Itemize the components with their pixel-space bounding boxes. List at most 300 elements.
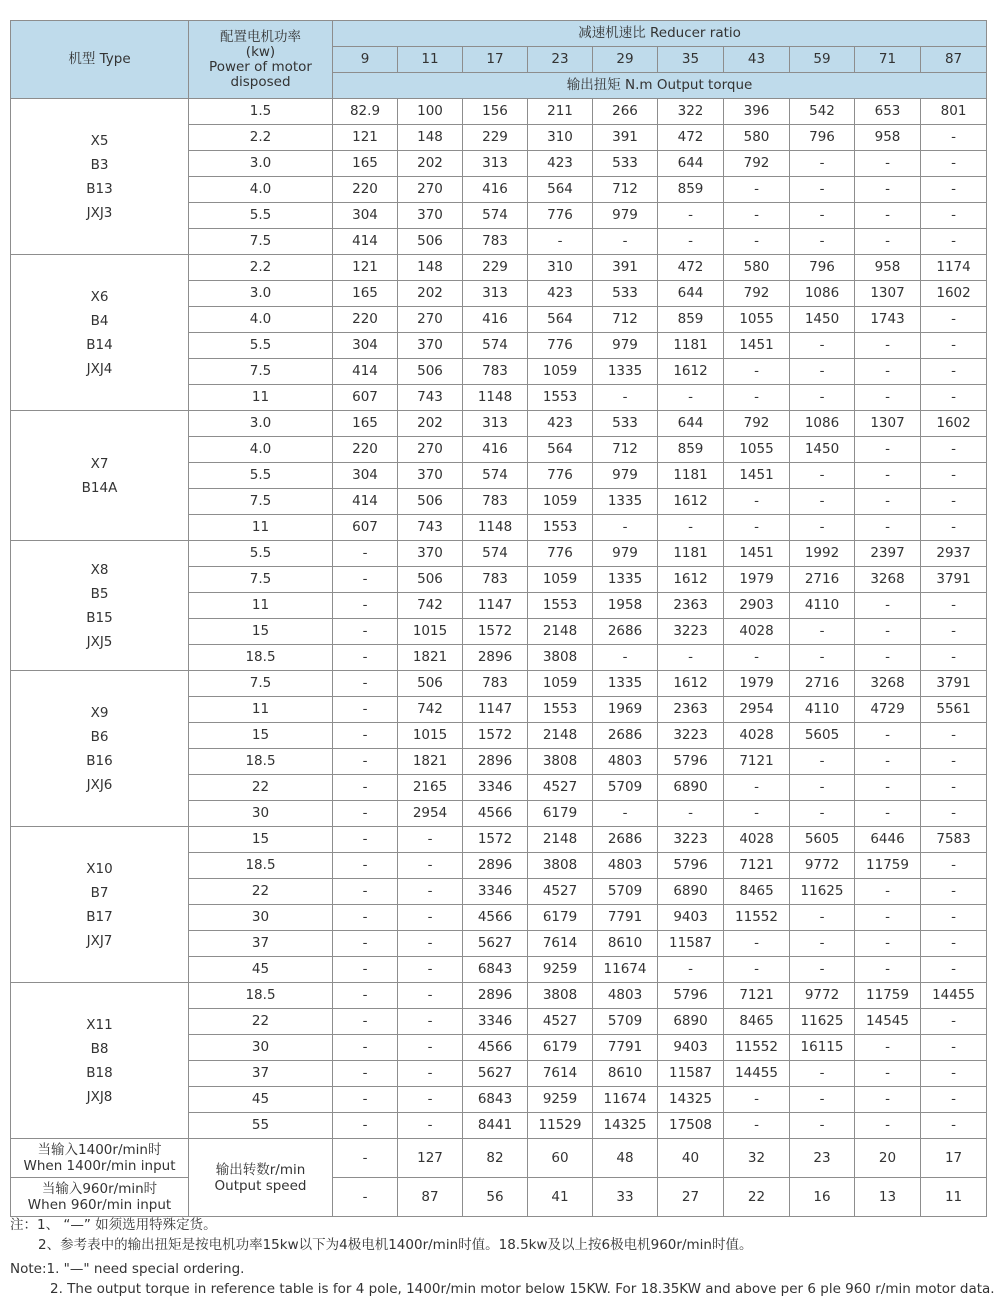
- torque-cell: 783: [463, 567, 528, 593]
- torque-cell: 4527: [528, 879, 593, 905]
- torque-cell: -: [593, 385, 658, 411]
- model-label: X9: [90, 704, 109, 721]
- torque-cell: 506: [398, 229, 463, 255]
- output-speed-en: Output speed: [214, 1177, 307, 1194]
- torque-cell: -: [855, 437, 921, 463]
- ratio-cell: 11: [398, 47, 463, 73]
- output-speed-label: [189, 1139, 333, 1217]
- torque-cell: -: [724, 359, 790, 385]
- torque-cell: -: [724, 801, 790, 827]
- speed-cell: 22: [724, 1178, 790, 1217]
- torque-cell: 5605: [790, 723, 855, 749]
- torque-cell: 1743: [855, 307, 921, 333]
- torque-cell: 2686: [593, 827, 658, 853]
- torque-cell: 2896: [463, 853, 528, 879]
- model-label: B17: [86, 908, 113, 925]
- torque-cell: 391: [593, 255, 658, 281]
- power-cell: 18.5: [189, 983, 333, 1009]
- torque-cell: 1059: [528, 489, 593, 515]
- torque-cell: 859: [658, 437, 724, 463]
- torque-cell: 165: [333, 411, 398, 437]
- power-cell: 5.5: [189, 203, 333, 229]
- torque-cell: -: [333, 671, 398, 697]
- torque-cell: -: [855, 723, 921, 749]
- model-label: B15: [86, 609, 113, 626]
- torque-cell: -: [658, 229, 724, 255]
- torque-cell: 1335: [593, 671, 658, 697]
- torque-cell: 6179: [528, 905, 593, 931]
- torque-cell: 304: [333, 203, 398, 229]
- torque-cell: -: [593, 801, 658, 827]
- torque-cell: -: [921, 151, 987, 177]
- input-speed-en: When 960r/min input: [27, 1197, 172, 1213]
- torque-cell: 322: [658, 99, 724, 125]
- torque-cell: 8465: [724, 1009, 790, 1035]
- torque-cell: 202: [398, 411, 463, 437]
- torque-cell: 1059: [528, 671, 593, 697]
- torque-cell: -: [921, 1009, 987, 1035]
- torque-cell: 4566: [463, 801, 528, 827]
- model-label: B4: [90, 312, 109, 329]
- torque-cell: -: [658, 385, 724, 411]
- torque-cell: -: [790, 905, 855, 931]
- torque-cell: -: [658, 645, 724, 671]
- speed-cell: 87: [398, 1178, 463, 1217]
- torque-cell: 2896: [463, 645, 528, 671]
- note-en-1: Note:1. "—" need special ordering.: [10, 1261, 245, 1277]
- torque-cell: 14455: [724, 1061, 790, 1087]
- torque-cell: 9403: [658, 905, 724, 931]
- torque-cell: 783: [463, 671, 528, 697]
- torque-cell: -: [921, 931, 987, 957]
- torque-cell: 4527: [528, 1009, 593, 1035]
- ratio-cell: 9: [333, 47, 398, 73]
- power-cell: 3.0: [189, 151, 333, 177]
- torque-cell: -: [398, 879, 463, 905]
- torque-cell: -: [921, 463, 987, 489]
- torque-cell: 310: [528, 125, 593, 151]
- torque-cell: 121: [333, 255, 398, 281]
- torque-cell: 3223: [658, 619, 724, 645]
- torque-cell: 1553: [528, 593, 593, 619]
- torque-cell: 783: [463, 229, 528, 255]
- torque-cell: -: [658, 203, 724, 229]
- model-label: B8: [90, 1040, 109, 1057]
- torque-cell: -: [790, 151, 855, 177]
- torque-cell: 4803: [593, 983, 658, 1009]
- torque-cell: 801: [921, 99, 987, 125]
- model-label: JXJ6: [86, 776, 113, 793]
- torque-cell: -: [398, 905, 463, 931]
- model-cell: [11, 671, 189, 827]
- torque-cell: 2954: [398, 801, 463, 827]
- model-label: B6: [90, 728, 109, 745]
- model-label: JXJ8: [86, 1088, 113, 1105]
- torque-cell: 6179: [528, 1035, 593, 1061]
- torque-cell: 1335: [593, 489, 658, 515]
- torque-cell: -: [790, 177, 855, 203]
- power-cell: 5.5: [189, 333, 333, 359]
- power-cell: 11: [189, 515, 333, 541]
- model-label: B3: [90, 156, 109, 173]
- power-cell: 22: [189, 1009, 333, 1035]
- ratio-cell: 23: [528, 47, 593, 73]
- torque-cell: 11587: [658, 931, 724, 957]
- torque-cell: 742: [398, 593, 463, 619]
- power-header-cn: 配置电机功率: [220, 28, 301, 45]
- torque-cell: 14455: [921, 983, 987, 1009]
- torque-cell: -: [398, 931, 463, 957]
- model-label: B13: [86, 180, 113, 197]
- torque-cell: 370: [398, 541, 463, 567]
- speed-row: [11, 1139, 987, 1178]
- power-cell: 7.5: [189, 489, 333, 515]
- torque-cell: 644: [658, 411, 724, 437]
- torque-cell: -: [333, 983, 398, 1009]
- torque-cell: -: [921, 957, 987, 983]
- torque-cell: -: [333, 775, 398, 801]
- torque-cell: -: [333, 567, 398, 593]
- power-cell: 7.5: [189, 359, 333, 385]
- torque-cell: 220: [333, 307, 398, 333]
- ratio-cell: 59: [790, 47, 855, 73]
- torque-cell: 1181: [658, 333, 724, 359]
- torque-cell: 6890: [658, 879, 724, 905]
- torque-cell: 9259: [528, 1087, 593, 1113]
- torque-cell: -: [790, 645, 855, 671]
- torque-cell: -: [855, 749, 921, 775]
- torque-cell: -: [333, 1113, 398, 1139]
- torque-cell: -: [790, 229, 855, 255]
- torque-cell: 148: [398, 255, 463, 281]
- torque-cell: 165: [333, 281, 398, 307]
- torque-cell: -: [855, 177, 921, 203]
- speed-cell: 17: [921, 1139, 987, 1178]
- torque-cell: -: [921, 489, 987, 515]
- torque-cell: -: [790, 359, 855, 385]
- torque-cell: 14545: [855, 1009, 921, 1035]
- torque-cell: -: [398, 1035, 463, 1061]
- torque-cell: 202: [398, 281, 463, 307]
- table-body: [11, 99, 987, 1139]
- torque-cell: 7791: [593, 905, 658, 931]
- torque-cell: -: [855, 1087, 921, 1113]
- input-speed-cn: 当输入1400r/min时: [37, 1142, 162, 1158]
- torque-cell: -: [921, 515, 987, 541]
- torque-cell: 202: [398, 151, 463, 177]
- speed-cell: 127: [398, 1139, 463, 1178]
- torque-cell: 156: [463, 99, 528, 125]
- torque-cell: 776: [528, 541, 593, 567]
- torque-cell: -: [790, 749, 855, 775]
- torque-cell: -: [855, 515, 921, 541]
- torque-cell: 16115: [790, 1035, 855, 1061]
- torque-cell: -: [855, 645, 921, 671]
- torque-cell: 414: [333, 489, 398, 515]
- torque-cell: -: [790, 775, 855, 801]
- torque-cell: 1181: [658, 541, 724, 567]
- power-cell: 18.5: [189, 749, 333, 775]
- torque-cell: 580: [724, 125, 790, 151]
- ratio-cell: 43: [724, 47, 790, 73]
- torque-cell: -: [790, 515, 855, 541]
- model-label: JXJ7: [86, 932, 113, 949]
- torque-cell: 7791: [593, 1035, 658, 1061]
- torque-cell: -: [593, 229, 658, 255]
- power-cell: 2.2: [189, 255, 333, 281]
- torque-cell: 9772: [790, 853, 855, 879]
- torque-cell: 1612: [658, 567, 724, 593]
- torque-cell: -: [724, 203, 790, 229]
- torque-cell: 6843: [463, 957, 528, 983]
- torque-cell: 859: [658, 177, 724, 203]
- model-label: B18: [86, 1064, 113, 1081]
- torque-cell: 270: [398, 177, 463, 203]
- power-cell: 37: [189, 1061, 333, 1087]
- torque-cell: 4566: [463, 905, 528, 931]
- torque-cell: -: [333, 749, 398, 775]
- torque-cell: 580: [724, 255, 790, 281]
- power-cell: 15: [189, 827, 333, 853]
- model-label: B14A: [81, 479, 118, 496]
- torque-cell: 5796: [658, 983, 724, 1009]
- torque-cell: 11674: [593, 1087, 658, 1113]
- torque-cell: -: [333, 697, 398, 723]
- torque-cell: -: [855, 801, 921, 827]
- torque-cell: -: [790, 385, 855, 411]
- torque-cell: -: [790, 463, 855, 489]
- torque-cell: 1969: [593, 697, 658, 723]
- torque-cell: 416: [463, 437, 528, 463]
- torque-cell: -: [724, 957, 790, 983]
- torque-cell: 148: [398, 125, 463, 151]
- power-cell: 5.5: [189, 541, 333, 567]
- torque-cell: 1572: [463, 619, 528, 645]
- torque-cell: -: [398, 1009, 463, 1035]
- torque-cell: 270: [398, 437, 463, 463]
- torque-cell: 6179: [528, 801, 593, 827]
- torque-cell: 3223: [658, 827, 724, 853]
- torque-cell: 414: [333, 229, 398, 255]
- torque-cell: 776: [528, 463, 593, 489]
- ratio-header: 减速机速比 Reducer ratio: [333, 21, 987, 47]
- torque-cell: 2716: [790, 671, 855, 697]
- torque-cell: 1451: [724, 541, 790, 567]
- torque-cell: 5561: [921, 697, 987, 723]
- torque-cell: 11759: [855, 853, 921, 879]
- torque-cell: 11552: [724, 905, 790, 931]
- model-cell: [11, 983, 189, 1139]
- torque-cell: 506: [398, 567, 463, 593]
- torque-cell: 11529: [528, 1113, 593, 1139]
- model-cell: [11, 411, 189, 541]
- torque-cell: 644: [658, 281, 724, 307]
- torque-cell: 1451: [724, 333, 790, 359]
- torque-cell: -: [855, 1061, 921, 1087]
- torque-cell: 3808: [528, 853, 593, 879]
- torque-cell: 1553: [528, 515, 593, 541]
- power-cell: 45: [189, 1087, 333, 1113]
- torque-cell: 4729: [855, 697, 921, 723]
- torque-cell: -: [724, 385, 790, 411]
- torque-cell: 1015: [398, 619, 463, 645]
- torque-cell: -: [790, 1113, 855, 1139]
- torque-cell: -: [921, 645, 987, 671]
- torque-cell: 1335: [593, 567, 658, 593]
- torque-cell: 3808: [528, 749, 593, 775]
- torque-cell: -: [790, 203, 855, 229]
- torque-cell: 1612: [658, 671, 724, 697]
- torque-cell: -: [855, 957, 921, 983]
- torque-cell: 7614: [528, 931, 593, 957]
- torque-cell: -: [398, 1061, 463, 1087]
- torque-cell: 1147: [463, 697, 528, 723]
- torque-cell: 958: [855, 125, 921, 151]
- table-row: [11, 827, 987, 853]
- torque-cell: 1979: [724, 567, 790, 593]
- power-header-unit: (kw): [245, 43, 276, 60]
- torque-cell: 1612: [658, 489, 724, 515]
- torque-cell: 1148: [463, 515, 528, 541]
- torque-cell: 229: [463, 125, 528, 151]
- torque-cell: 391: [593, 125, 658, 151]
- torque-cell: -: [921, 385, 987, 411]
- speed-cell: 41: [528, 1178, 593, 1217]
- torque-cell: 2937: [921, 541, 987, 567]
- torque-cell: 229: [463, 255, 528, 281]
- torque-cell: 1307: [855, 281, 921, 307]
- torque-cell: -: [724, 177, 790, 203]
- torque-cell: 743: [398, 515, 463, 541]
- torque-cell: 4566: [463, 1035, 528, 1061]
- torque-cell: 533: [593, 281, 658, 307]
- torque-cell: -: [333, 1009, 398, 1035]
- torque-cell: -: [790, 1087, 855, 1113]
- torque-cell: 9403: [658, 1035, 724, 1061]
- torque-cell: -: [333, 905, 398, 931]
- torque-cell: 220: [333, 177, 398, 203]
- torque-cell: 7121: [724, 853, 790, 879]
- model-label: X6: [90, 288, 109, 305]
- torque-cell: 1602: [921, 281, 987, 307]
- torque-cell: -: [790, 1061, 855, 1087]
- torque-cell: -: [593, 515, 658, 541]
- torque-cell: 5709: [593, 775, 658, 801]
- output-speed-cn: 输出转数r/min: [215, 1161, 306, 1178]
- torque-cell: 211: [528, 99, 593, 125]
- torque-cell: -: [921, 879, 987, 905]
- torque-cell: -: [921, 775, 987, 801]
- torque-cell: 574: [463, 333, 528, 359]
- torque-cell: 2686: [593, 723, 658, 749]
- power-cell: 7.5: [189, 229, 333, 255]
- torque-cell: 2165: [398, 775, 463, 801]
- torque-cell: 1450: [790, 307, 855, 333]
- torque-cell: 9772: [790, 983, 855, 1009]
- speed-cell: 82: [463, 1139, 528, 1178]
- power-cell: 45: [189, 957, 333, 983]
- torque-cell: -: [855, 1035, 921, 1061]
- torque-cell: -: [528, 229, 593, 255]
- torque-cell: -: [921, 1035, 987, 1061]
- torque-cell: -: [333, 1061, 398, 1087]
- torque-cell: 3808: [528, 983, 593, 1009]
- input-speed-cn: 当输入960r/min时: [41, 1181, 158, 1197]
- torque-cell: 11625: [790, 1009, 855, 1035]
- torque-cell: -: [921, 723, 987, 749]
- torque-cell: 370: [398, 203, 463, 229]
- torque-cell: 1572: [463, 827, 528, 853]
- torque-cell: 4803: [593, 853, 658, 879]
- table-row: [11, 255, 987, 281]
- torque-cell: -: [855, 1113, 921, 1139]
- torque-cell: 2397: [855, 541, 921, 567]
- torque-cell: -: [398, 1087, 463, 1113]
- torque-cell: 310: [528, 255, 593, 281]
- torque-cell: 5627: [463, 931, 528, 957]
- torque-cell: 1553: [528, 697, 593, 723]
- torque-cell: -: [921, 853, 987, 879]
- torque-cell: 304: [333, 333, 398, 359]
- note-cn-1: 注：1、 “—” 如须选用特殊定货。: [10, 1217, 217, 1233]
- power-cell: 30: [189, 1035, 333, 1061]
- speed-cell: -: [333, 1139, 398, 1178]
- torque-cell: 1059: [528, 567, 593, 593]
- ratio-cell: 17: [463, 47, 528, 73]
- torque-cell: 2896: [463, 983, 528, 1009]
- torque-cell: -: [724, 645, 790, 671]
- power-cell: 30: [189, 801, 333, 827]
- torque-cell: 7121: [724, 983, 790, 1009]
- torque-cell: -: [333, 1035, 398, 1061]
- torque-cell: 8610: [593, 1061, 658, 1087]
- torque-cell: -: [921, 125, 987, 151]
- torque-cell: 6843: [463, 1087, 528, 1113]
- power-cell: 15: [189, 619, 333, 645]
- torque-cell: -: [333, 1087, 398, 1113]
- speed-row: [11, 1178, 987, 1217]
- torque-cell: 220: [333, 437, 398, 463]
- power-cell: 55: [189, 1113, 333, 1139]
- torque-cell: -: [724, 931, 790, 957]
- torque-cell: 574: [463, 541, 528, 567]
- torque-cell: -: [921, 307, 987, 333]
- torque-cell: 3268: [855, 567, 921, 593]
- speed-cell: 60: [528, 1139, 593, 1178]
- torque-cell: -: [333, 879, 398, 905]
- torque-cell: 370: [398, 463, 463, 489]
- torque-cell: 3808: [528, 645, 593, 671]
- model-label: B5: [90, 585, 109, 602]
- power-cell: 11: [189, 593, 333, 619]
- torque-cell: 121: [333, 125, 398, 151]
- torque-cell: -: [398, 1113, 463, 1139]
- torque-cell: -: [855, 879, 921, 905]
- torque-cell: -: [855, 931, 921, 957]
- torque-cell: -: [398, 983, 463, 1009]
- torque-cell: 423: [528, 411, 593, 437]
- power-cell: 7.5: [189, 567, 333, 593]
- table-row: [11, 983, 987, 1009]
- torque-cell: 979: [593, 333, 658, 359]
- speed-cell: 40: [658, 1139, 724, 1178]
- power-cell: 2.2: [189, 125, 333, 151]
- torque-cell: 370: [398, 333, 463, 359]
- torque-cell: -: [398, 957, 463, 983]
- torque-cell: 17508: [658, 1113, 724, 1139]
- torque-cell: 574: [463, 463, 528, 489]
- torque-cell: 1086: [790, 281, 855, 307]
